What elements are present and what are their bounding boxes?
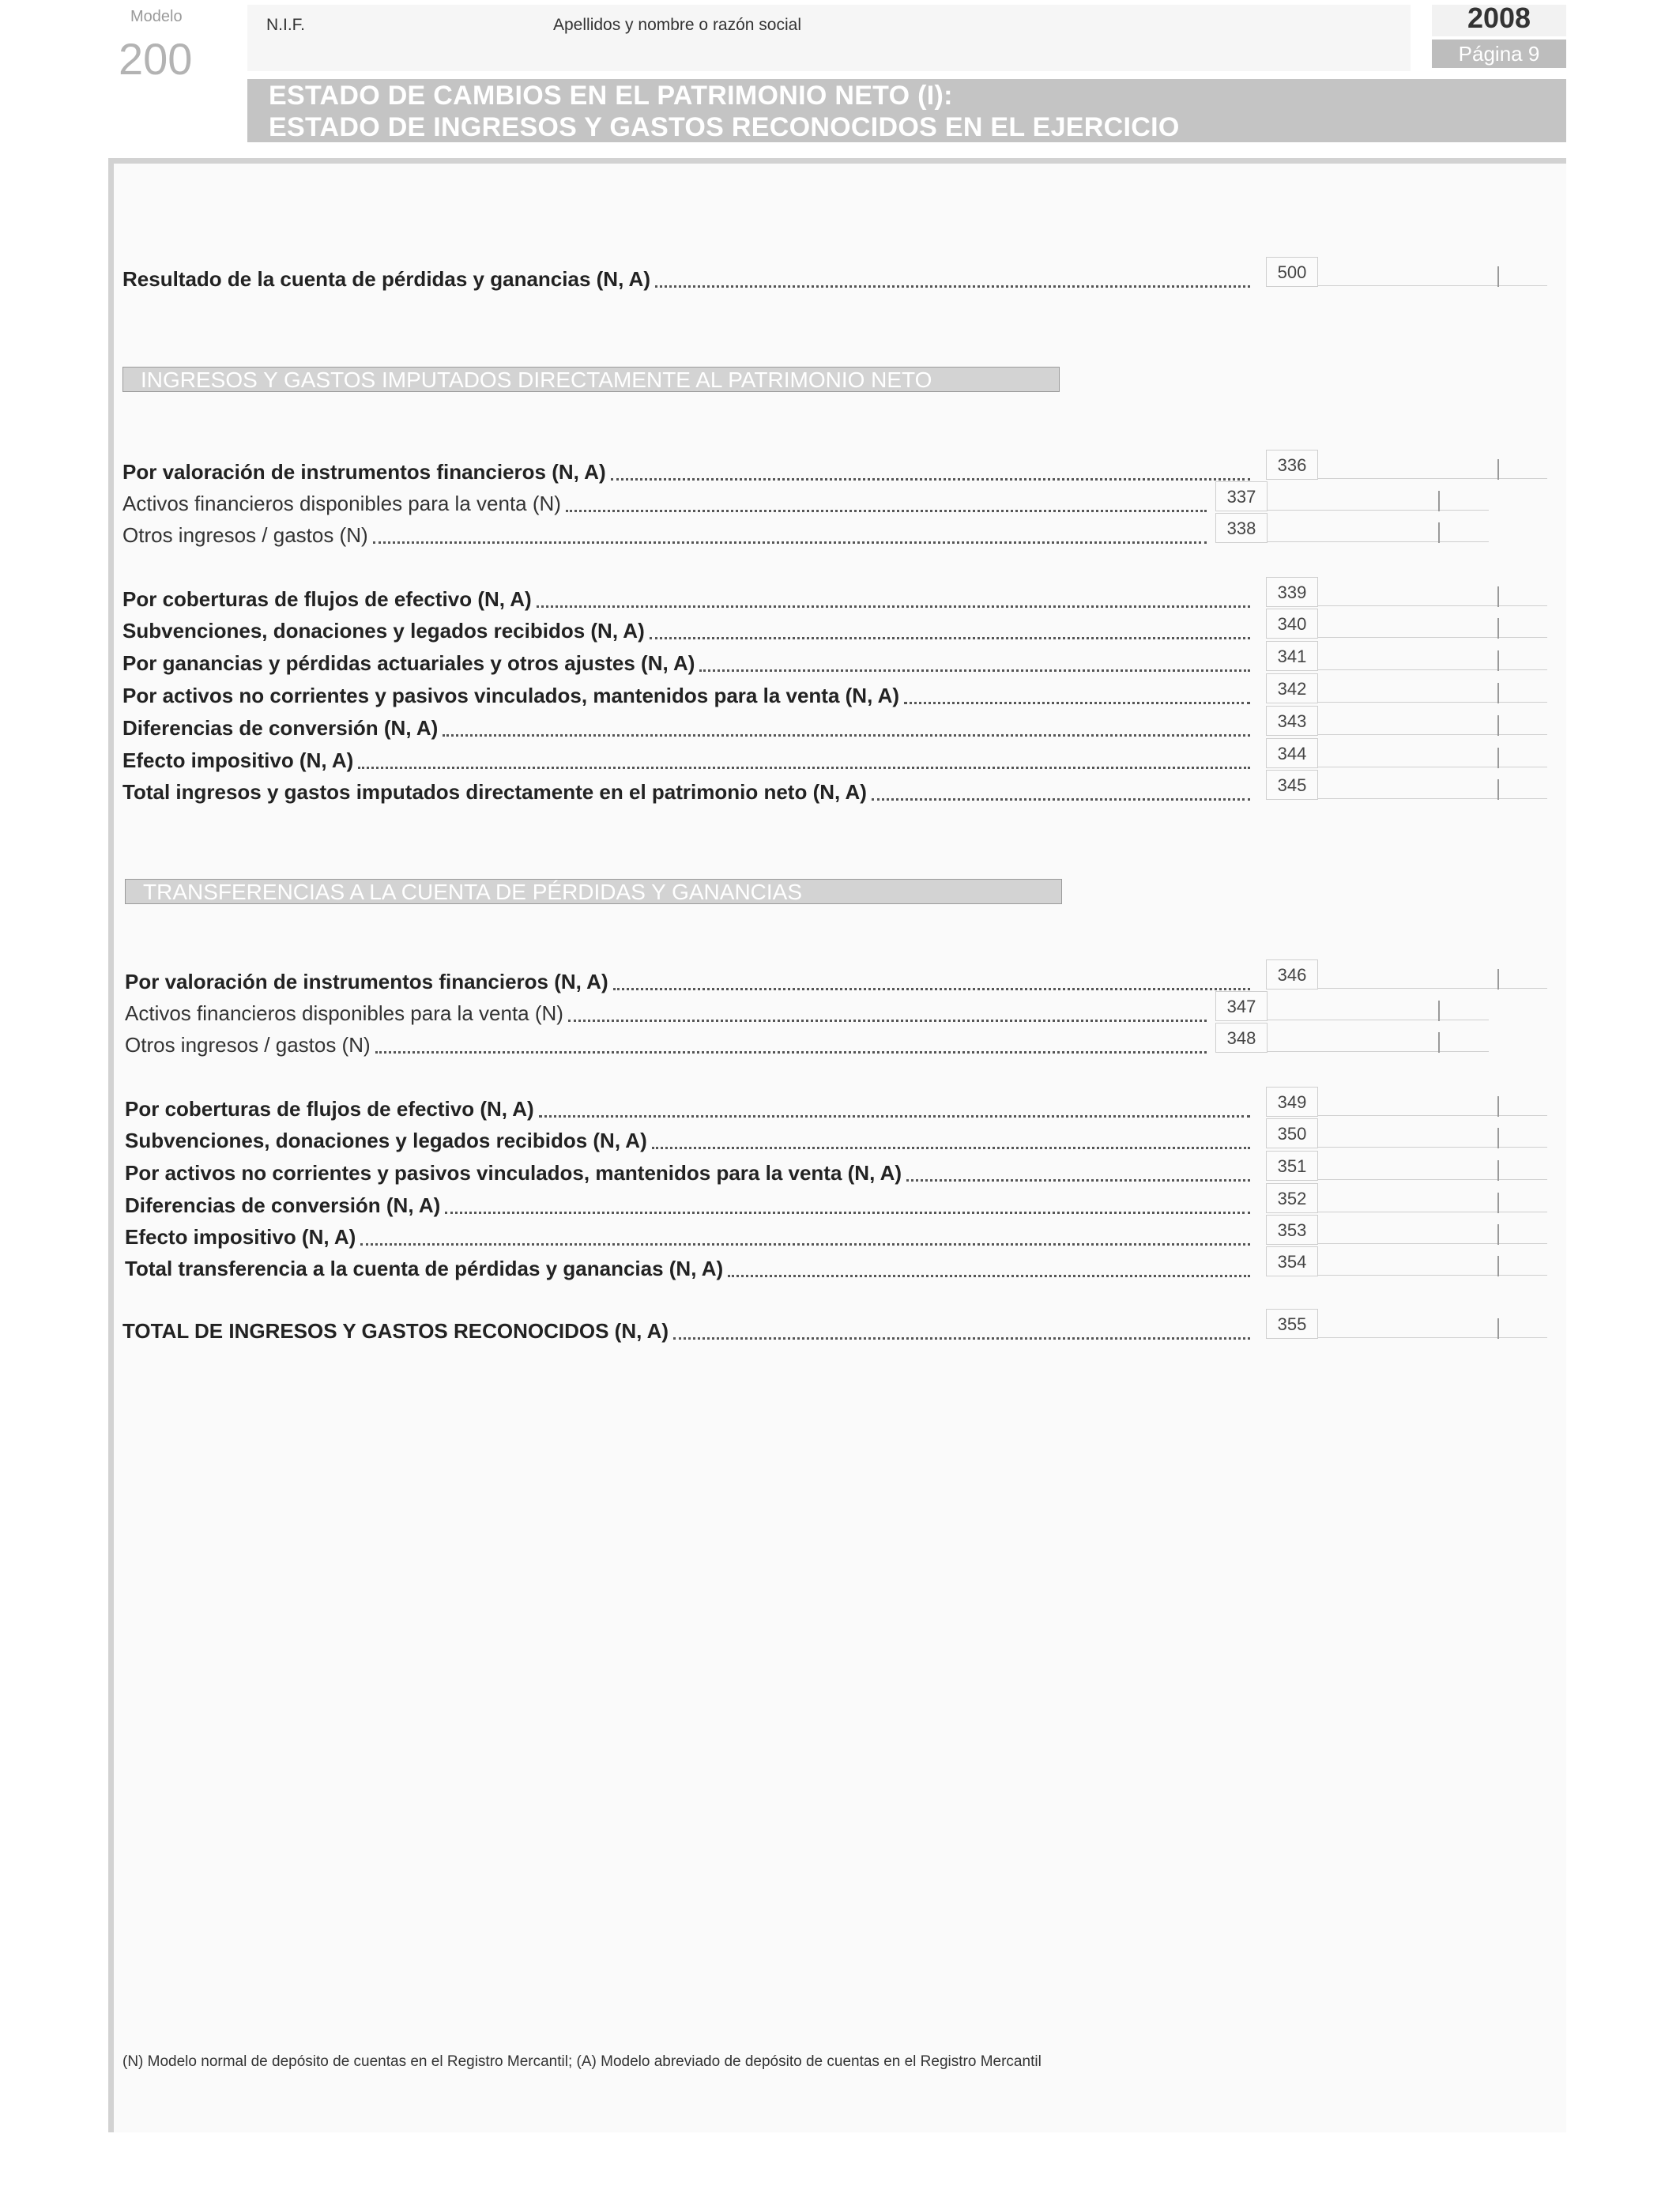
leader-dots	[652, 1147, 1250, 1149]
amount-field-separator	[1497, 1256, 1499, 1276]
year: 2008	[1467, 2, 1531, 34]
page-title-line-2: ESTADO DE INGRESOS Y GASTOS RECONOCIDOS EN EL EJERCICIO	[269, 112, 1180, 142]
amount-field-separator	[1497, 748, 1499, 768]
amount-field-separator	[1438, 1032, 1440, 1053]
field-code: 346	[1266, 959, 1318, 990]
amount-field-separator	[1497, 1318, 1499, 1339]
amount-field[interactable]	[1268, 510, 1489, 511]
leader-dots	[613, 988, 1250, 990]
row-label: Efecto impositivo (N, A)	[125, 1225, 356, 1249]
amount-field-separator	[1497, 715, 1499, 736]
leader-dots	[375, 1051, 1207, 1054]
row-label: Activos financieros disponibles para la venta (N)	[125, 1001, 563, 1025]
leader-dots	[655, 285, 1250, 288]
field-code: 500	[1266, 257, 1318, 287]
nif-label: N.I.F.	[266, 16, 306, 34]
field-code: 348	[1215, 1023, 1268, 1053]
leader-dots	[443, 734, 1250, 737]
amount-field[interactable]	[1268, 541, 1489, 542]
amount-field[interactable]	[1318, 285, 1547, 286]
field-code: 336	[1266, 450, 1318, 480]
footnote: (N) Modelo normal de depósito de cuentas en el Registro Mercantil; (A) Modelo abreviado de depósito de cuentas en el Registro Mercantil	[122, 2053, 1042, 2070]
field-code: 339	[1266, 577, 1318, 607]
amount-field[interactable]	[1318, 1337, 1547, 1338]
row-label: Por valoración de instrumentos financieros (N, A)	[122, 460, 606, 484]
amount-field-separator	[1438, 522, 1440, 543]
row-label: Total transferencia a la cuenta de pérdidas y ganancias (N, A)	[125, 1257, 724, 1280]
amount-field[interactable]	[1318, 1243, 1547, 1244]
field-code: 342	[1266, 673, 1318, 703]
amount-field[interactable]	[1318, 734, 1547, 735]
amount-field-separator	[1497, 683, 1499, 703]
field-code: 354	[1266, 1246, 1318, 1276]
leader-dots	[904, 702, 1250, 704]
row-label: Resultado de la cuenta de pérdidas y ganancias (N, A)	[122, 267, 650, 291]
section-header: INGRESOS Y GASTOS IMPUTADOS DIRECTAMENTE AL PATRIMONIO NETO	[122, 367, 1060, 392]
row-label: Por coberturas de flujos de efectivo (N, A)	[122, 587, 532, 611]
field-code: 341	[1266, 641, 1318, 671]
amount-field-separator	[1497, 1096, 1499, 1117]
leader-dots	[566, 510, 1207, 512]
field-code: 343	[1266, 706, 1318, 736]
leader-dots	[611, 478, 1250, 481]
section-header: TRANSFERENCIAS A LA CUENTA DE PÉRDIDAS Y GANANCIAS	[125, 879, 1062, 904]
amount-field[interactable]	[1318, 1115, 1547, 1116]
leader-dots	[539, 1115, 1250, 1118]
modelo-number: 200	[119, 34, 193, 84]
amount-field-separator	[1438, 491, 1440, 511]
leader-dots	[373, 541, 1207, 544]
amount-field-separator	[1497, 650, 1499, 671]
row-label: Por activos no corrientes y pasivos vinculados, mantenidos para la venta (N, A)	[125, 1161, 902, 1185]
amount-field[interactable]	[1318, 988, 1547, 989]
row-label: Por valoración de instrumentos financieros (N, A)	[125, 970, 608, 993]
leader-dots	[872, 798, 1250, 801]
amount-field[interactable]	[1318, 669, 1547, 670]
field-code: 338	[1215, 513, 1268, 543]
amount-field[interactable]	[1318, 798, 1547, 799]
leader-dots	[673, 1337, 1250, 1340]
amount-field-separator	[1497, 586, 1499, 607]
amount-field-separator	[1497, 779, 1499, 800]
field-code: 355	[1266, 1309, 1318, 1339]
row-label: Activos financieros disponibles para la venta (N)	[122, 492, 561, 515]
amount-field[interactable]	[1318, 478, 1547, 479]
amount-field-separator	[1497, 1193, 1499, 1213]
amount-field-separator	[1438, 1001, 1440, 1021]
amount-field[interactable]	[1318, 702, 1547, 703]
amount-field-separator	[1497, 618, 1499, 639]
leader-dots	[568, 1020, 1207, 1022]
row-label: Diferencias de conversión (N, A)	[122, 716, 439, 740]
field-code: 351	[1266, 1151, 1318, 1181]
row-label: Por coberturas de flujos de efectivo (N, A)	[125, 1097, 534, 1121]
leader-dots	[906, 1179, 1250, 1182]
row-label: Subvenciones, donaciones y legados recibidos (N, A)	[122, 619, 645, 643]
amount-field[interactable]	[1318, 1179, 1547, 1180]
amount-field-separator	[1497, 1160, 1499, 1181]
row-label: Por activos no corrientes y pasivos vinculados, mantenidos para la venta (N, A)	[122, 684, 899, 707]
amount-field[interactable]	[1318, 637, 1547, 638]
row-label: Por ganancias y pérdidas actuariales y otros ajustes (N, A)	[122, 651, 695, 675]
leader-dots	[445, 1212, 1250, 1214]
row-label: Diferencias de conversión (N, A)	[125, 1193, 441, 1217]
amount-field[interactable]	[1318, 1147, 1547, 1148]
field-code: 350	[1266, 1118, 1318, 1148]
leader-dots	[650, 637, 1250, 639]
amount-field-separator	[1497, 459, 1499, 480]
row-label: Total ingresos y gastos imputados directamente en el patrimonio neto (N, A)	[122, 780, 867, 804]
amount-field-separator	[1497, 1128, 1499, 1148]
field-code: 352	[1266, 1183, 1318, 1213]
nif-field[interactable]	[247, 5, 1411, 71]
field-code: 347	[1215, 991, 1268, 1021]
row-label: TOTAL DE INGRESOS Y GASTOS RECONOCIDOS (N, A)	[122, 1319, 669, 1343]
field-code: 345	[1266, 770, 1318, 800]
leader-dots	[699, 669, 1250, 672]
amount-field[interactable]	[1318, 605, 1547, 606]
amount-field-separator	[1497, 969, 1499, 990]
leader-dots	[537, 605, 1250, 608]
leader-dots	[728, 1275, 1250, 1277]
row-label: Otros ingresos / gastos (N)	[122, 523, 368, 547]
modelo-label: Modelo	[130, 8, 183, 25]
row-label: Subvenciones, donaciones y legados recibidos (N, A)	[125, 1129, 647, 1152]
field-code: 353	[1266, 1215, 1318, 1245]
amount-field-separator	[1497, 1224, 1499, 1245]
field-code: 337	[1215, 481, 1268, 511]
page-title-line-1: ESTADO DE CAMBIOS EN EL PATRIMONIO NETO (I):	[269, 81, 953, 111]
field-code: 349	[1266, 1087, 1318, 1117]
row-label: Efecto impositivo (N, A)	[122, 748, 354, 772]
row-label: Otros ingresos / gastos (N)	[125, 1033, 371, 1057]
amount-field[interactable]	[1268, 1051, 1489, 1052]
leader-dots	[360, 1243, 1250, 1246]
field-code: 340	[1266, 609, 1318, 639]
page-number: Página 9	[1432, 40, 1566, 68]
field-code: 344	[1266, 738, 1318, 768]
apellidos-label: Apellidos y nombre o razón social	[553, 16, 801, 34]
amount-field[interactable]	[1318, 1275, 1547, 1276]
amount-field-separator	[1497, 266, 1499, 287]
leader-dots	[358, 767, 1250, 769]
